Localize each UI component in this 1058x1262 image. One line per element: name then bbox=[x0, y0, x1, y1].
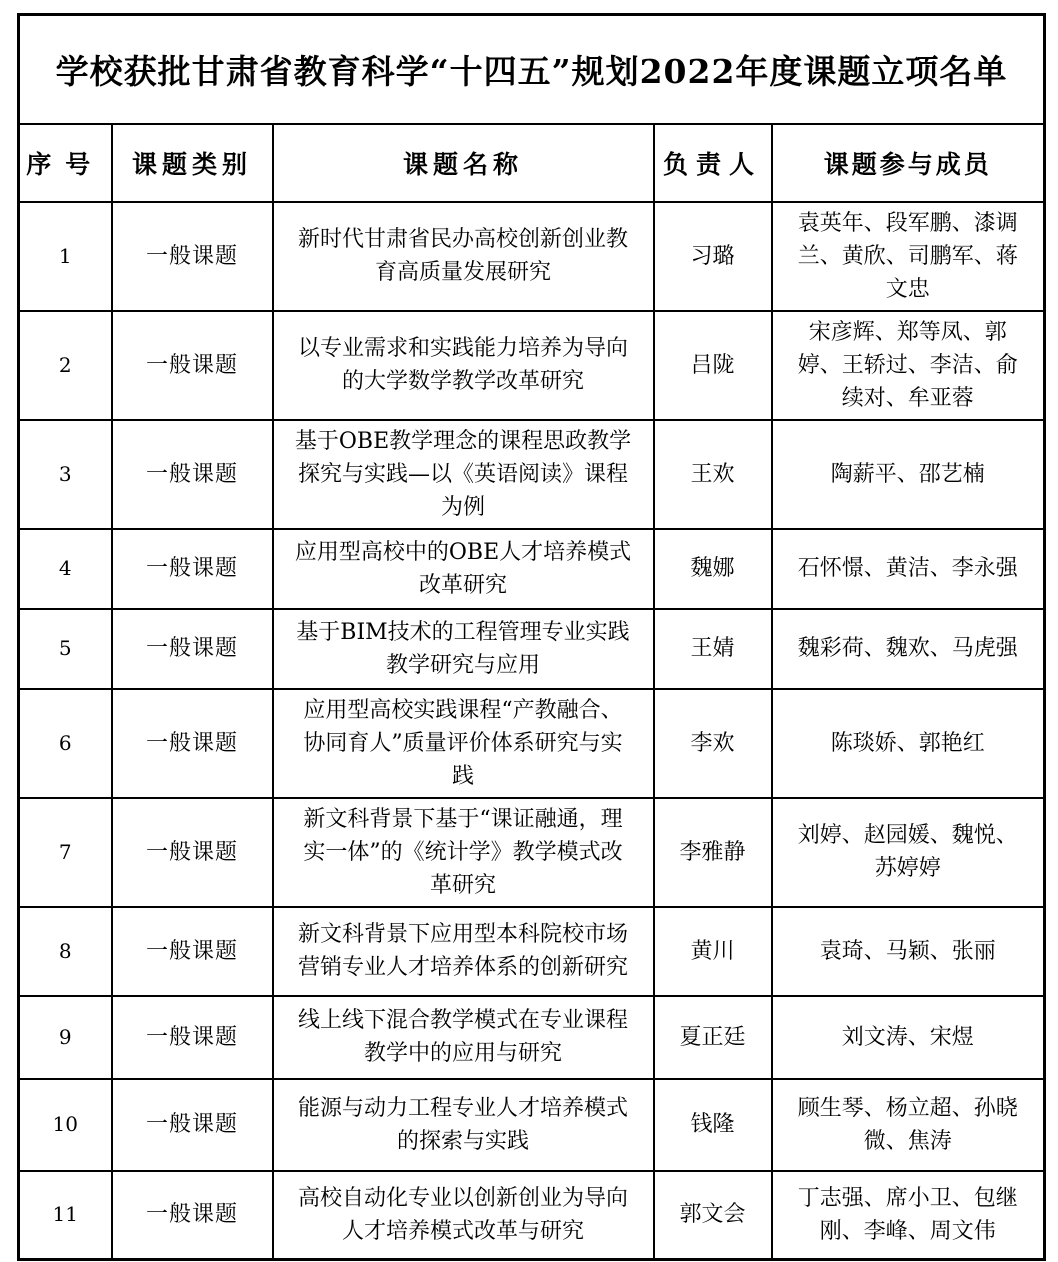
projects-table bbox=[17, 13, 1046, 1261]
table-row bbox=[19, 420, 1045, 529]
cell-name: 以专业需求和实践能力培养为导向的大学数学教学改革研究 bbox=[273, 311, 654, 420]
column-header-leader: 负责人 bbox=[654, 124, 772, 202]
cell-no: 6 bbox=[19, 689, 112, 798]
cell-leader: 黄川 bbox=[654, 907, 772, 996]
cell-leader: 郭文会 bbox=[654, 1171, 772, 1260]
table-row bbox=[19, 609, 1045, 689]
cell-category: 一般课题 bbox=[112, 1171, 273, 1260]
cell-no: 10 bbox=[19, 1079, 112, 1171]
cell-leader: 魏娜 bbox=[654, 529, 772, 609]
cell-category: 一般课题 bbox=[112, 996, 273, 1079]
cell-name: 基于OBE教学理念的课程思政教学探究与实践—以《英语阅读》课程为例 bbox=[273, 420, 654, 529]
cell-category: 一般课题 bbox=[112, 420, 273, 529]
cell-category: 一般课题 bbox=[112, 311, 273, 420]
cell-no: 2 bbox=[19, 311, 112, 420]
table-header-row bbox=[19, 124, 1045, 202]
cell-leader: 吕陇 bbox=[654, 311, 772, 420]
column-header-members: 课题参与成员 bbox=[772, 124, 1045, 202]
cell-category: 一般课题 bbox=[112, 609, 273, 689]
table-row bbox=[19, 689, 1045, 798]
cell-members: 丁志强、席小卫、包继刚、李峰、周文伟 bbox=[772, 1171, 1045, 1260]
cell-leader: 钱隆 bbox=[654, 1079, 772, 1171]
cell-members: 刘文涛、宋煜 bbox=[772, 996, 1045, 1079]
cell-no: 9 bbox=[19, 996, 112, 1079]
cell-members: 袁英年、段军鹏、漆调兰、黄欣、司鹏军、蒋文忠 bbox=[772, 202, 1045, 311]
column-header-name: 课题名称 bbox=[273, 124, 654, 202]
table-row bbox=[19, 529, 1045, 609]
cell-name: 新文科背景下应用型本科院校市场营销专业人才培养体系的创新研究 bbox=[273, 907, 654, 996]
cell-members: 袁琦、马颖、张丽 bbox=[772, 907, 1045, 996]
cell-leader: 李欢 bbox=[654, 689, 772, 798]
cell-name: 应用型高校实践课程“产教融合、协同育人”质量评价体系研究与实践 bbox=[273, 689, 654, 798]
cell-name: 能源与动力工程专业人才培养模式的探索与实践 bbox=[273, 1079, 654, 1171]
cell-leader: 王欢 bbox=[654, 420, 772, 529]
cell-category: 一般课题 bbox=[112, 1079, 273, 1171]
cell-name: 应用型高校中的OBE人才培养模式改革研究 bbox=[273, 529, 654, 609]
table-row bbox=[19, 907, 1045, 996]
cell-category: 一般课题 bbox=[112, 529, 273, 609]
cell-leader: 李雅静 bbox=[654, 798, 772, 907]
table-row bbox=[19, 202, 1045, 311]
cell-name: 新时代甘肃省民办高校创新创业教育高质量发展研究 bbox=[273, 202, 654, 311]
cell-no: 3 bbox=[19, 420, 112, 529]
title-row bbox=[19, 15, 1045, 124]
cell-leader: 王婧 bbox=[654, 609, 772, 689]
table-row bbox=[19, 798, 1045, 907]
cell-no: 5 bbox=[19, 609, 112, 689]
page-title: 学校获批甘肃省教育科学“十四五”规划2022年度课题立项名单 bbox=[19, 15, 1045, 124]
cell-no: 8 bbox=[19, 907, 112, 996]
table-row bbox=[19, 1079, 1045, 1171]
cell-category: 一般课题 bbox=[112, 689, 273, 798]
cell-members: 陶薪平、邵艺楠 bbox=[772, 420, 1045, 529]
cell-members: 顾生琴、杨立超、孙晓微、焦涛 bbox=[772, 1079, 1045, 1171]
table-row bbox=[19, 996, 1045, 1079]
cell-members: 石怀憬、黄洁、李永强 bbox=[772, 529, 1045, 609]
cell-leader: 夏正廷 bbox=[654, 996, 772, 1079]
cell-name: 新文科背景下基于“课证融通，理实一体”的《统计学》教学模式改革研究 bbox=[273, 798, 654, 907]
cell-leader: 习璐 bbox=[654, 202, 772, 311]
cell-members: 魏彩荷、魏欢、马虎强 bbox=[772, 609, 1045, 689]
cell-no: 11 bbox=[19, 1171, 112, 1260]
column-header-category: 课题类别 bbox=[112, 124, 273, 202]
table-row bbox=[19, 311, 1045, 420]
column-header-no: 序号 bbox=[19, 124, 112, 202]
cell-members: 陈琰娇、郭艳红 bbox=[772, 689, 1045, 798]
cell-category: 一般课题 bbox=[112, 907, 273, 996]
cell-name: 线上线下混合教学模式在专业课程教学中的应用与研究 bbox=[273, 996, 654, 1079]
cell-no: 4 bbox=[19, 529, 112, 609]
table-row bbox=[19, 1171, 1045, 1260]
cell-name: 高校自动化专业以创新创业为导向人才培养模式改革与研究 bbox=[273, 1171, 654, 1260]
cell-no: 1 bbox=[19, 202, 112, 311]
cell-members: 刘婷、赵园媛、魏悦、苏婷婷 bbox=[772, 798, 1045, 907]
cell-name: 基于BIM技术的工程管理专业实践教学研究与应用 bbox=[273, 609, 654, 689]
cell-members: 宋彦辉、郑等凤、郭婷、王轿过、李洁、俞续对、牟亚蓉 bbox=[772, 311, 1045, 420]
cell-no: 7 bbox=[19, 798, 112, 907]
cell-category: 一般课题 bbox=[112, 202, 273, 311]
cell-category: 一般课题 bbox=[112, 798, 273, 907]
